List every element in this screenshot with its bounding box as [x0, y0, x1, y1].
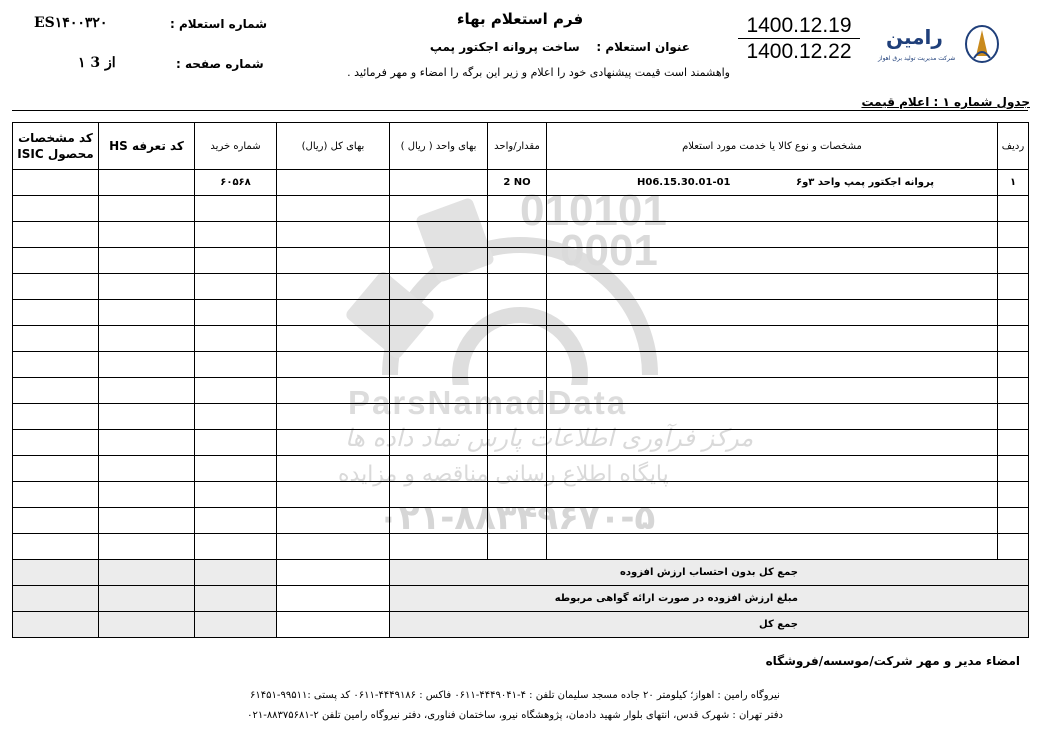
company-logo [876, 16, 1004, 74]
empty-cell [547, 352, 998, 378]
empty-cell[interactable] [390, 378, 488, 404]
empty-cell [998, 326, 1029, 352]
logo-emblem-icon [876, 16, 1004, 74]
empty-cell [488, 456, 547, 482]
empty-cell[interactable] [390, 352, 488, 378]
inquiry-number-value: ES۱۴۰۰۳۲۰ [34, 15, 108, 31]
item-isic-code[interactable] [13, 170, 99, 196]
empty-cell[interactable] [99, 300, 195, 326]
empty-table-row [13, 534, 1029, 560]
summary-value[interactable] [277, 586, 390, 612]
empty-cell [547, 326, 998, 352]
logo-name: رامین [886, 25, 943, 49]
signature-label: امضاء مدیر و مهر شرکت/موسسه/فروشگاه [765, 654, 1020, 668]
empty-cell[interactable] [390, 404, 488, 430]
summary-shaded-cell [195, 612, 277, 638]
empty-table-row [13, 300, 1029, 326]
empty-cell[interactable] [13, 456, 99, 482]
empty-cell[interactable] [99, 274, 195, 300]
empty-cell[interactable] [13, 248, 99, 274]
empty-cell [488, 404, 547, 430]
date-2: 1400.12.22 [746, 40, 852, 63]
empty-cell [488, 378, 547, 404]
empty-cell[interactable] [277, 508, 390, 534]
col-unit-price: بهای واحد ( ریال ) [390, 123, 488, 170]
empty-cell[interactable] [13, 300, 99, 326]
inquiry-subject [429, 40, 690, 54]
empty-cell[interactable] [277, 352, 390, 378]
empty-table-row [13, 482, 1029, 508]
empty-cell[interactable] [277, 378, 390, 404]
empty-cell [488, 508, 547, 534]
empty-cell[interactable] [390, 222, 488, 248]
empty-cell [547, 300, 998, 326]
watermark-line-2: پایگاه اطلاع رسانی مناقصه و مزایده [338, 462, 669, 487]
subject-label: عنوان استعلام : [596, 40, 690, 54]
empty-cell[interactable] [99, 482, 195, 508]
page-number-value: ۱ از 3 [78, 55, 116, 71]
empty-cell[interactable] [13, 326, 99, 352]
empty-cell[interactable] [277, 404, 390, 430]
empty-table-row [13, 430, 1029, 456]
col-isic-code: کد مشخصات محصول ISIC [13, 123, 99, 170]
request-text: واهشمند است قیمت پیشنهادی خود را اعلام و زیر این برگه را امضاء و مهر فرمائید . [347, 66, 730, 79]
empty-cell [547, 248, 998, 274]
empty-cell [488, 300, 547, 326]
empty-cell[interactable] [99, 352, 195, 378]
item-hs-code[interactable] [99, 170, 195, 196]
empty-cell[interactable] [195, 534, 277, 560]
empty-cell [488, 534, 547, 560]
summary-row [13, 612, 1029, 638]
empty-cell[interactable] [277, 248, 390, 274]
empty-table-row [13, 248, 1029, 274]
empty-cell[interactable] [390, 482, 488, 508]
logo-subtitle: شرکت مدیریت تولید برق اهواز [878, 55, 956, 62]
empty-cell[interactable] [390, 196, 488, 222]
empty-cell [547, 274, 998, 300]
empty-table-row [13, 196, 1029, 222]
watermark-digits: 010101 [520, 186, 667, 235]
summary-shaded-cell [195, 560, 277, 586]
empty-cell[interactable] [195, 196, 277, 222]
date-1: 1400.12.19 [738, 14, 860, 39]
address-line-2: دفتر تهران : شهرک قدس، انتهای بلوار شهید دادمان، پژوهشگاه نیرو، ساختمان فناوری، دفتر نیروگاه رامین تلفن ۲-۸۸۳۷۵۶۸۱-۰۲۱ [247, 710, 783, 721]
empty-table-row [13, 222, 1029, 248]
empty-cell[interactable] [13, 404, 99, 430]
empty-cell[interactable] [13, 482, 99, 508]
empty-cell[interactable] [277, 326, 390, 352]
empty-table-row [13, 326, 1029, 352]
empty-cell [488, 196, 547, 222]
divider [12, 110, 1028, 111]
empty-cell[interactable] [99, 508, 195, 534]
watermark-digits-2: 0001 [560, 226, 658, 275]
summary-shaded-cell [99, 612, 195, 638]
table-row [13, 170, 1029, 196]
item-description [547, 170, 998, 196]
empty-cell[interactable] [195, 404, 277, 430]
empty-table-row [13, 404, 1029, 430]
empty-cell[interactable] [277, 222, 390, 248]
empty-cell[interactable] [99, 196, 195, 222]
empty-cell[interactable] [390, 508, 488, 534]
empty-cell[interactable] [99, 456, 195, 482]
empty-cell [998, 508, 1029, 534]
empty-cell [998, 456, 1029, 482]
empty-cell[interactable] [99, 222, 195, 248]
empty-cell [488, 482, 547, 508]
empty-cell[interactable] [195, 430, 277, 456]
empty-cell[interactable] [99, 534, 195, 560]
empty-cell[interactable] [390, 534, 488, 560]
empty-cell [547, 196, 998, 222]
col-hs-code: کد تعرفه HS [99, 123, 195, 170]
summary-shaded-cell [13, 586, 99, 612]
empty-cell[interactable] [99, 404, 195, 430]
empty-cell[interactable] [195, 326, 277, 352]
empty-cell[interactable] [195, 378, 277, 404]
empty-cell [547, 378, 998, 404]
empty-cell [998, 196, 1029, 222]
form-title: فرم استعلام بهاء [456, 10, 584, 28]
empty-cell [488, 222, 547, 248]
watermark-phone: ۰۲۱-۸۸۳۴۹۶۷۰-۵ [378, 498, 656, 538]
inquiry-number-label: شماره استعلام : [170, 17, 267, 31]
empty-cell[interactable] [195, 248, 277, 274]
empty-cell [488, 352, 547, 378]
empty-cell[interactable] [277, 300, 390, 326]
empty-cell [547, 404, 998, 430]
item-purchase-no: ۶۰۵۶۸ [195, 170, 277, 196]
empty-cell [998, 534, 1029, 560]
empty-cell[interactable] [13, 430, 99, 456]
empty-cell[interactable] [277, 456, 390, 482]
empty-cell [488, 248, 547, 274]
empty-cell[interactable] [195, 222, 277, 248]
col-purchase-no: شماره خرید [195, 123, 277, 170]
item-quantity: 2 NO [488, 170, 547, 196]
empty-cell[interactable] [390, 300, 488, 326]
empty-cell[interactable] [277, 534, 390, 560]
item-total-price[interactable] [277, 170, 390, 196]
empty-cell[interactable] [277, 196, 390, 222]
empty-cell [998, 352, 1029, 378]
col-quantity: مقدار/واحد [488, 123, 547, 170]
empty-cell[interactable] [195, 482, 277, 508]
empty-cell [488, 326, 547, 352]
empty-cell [998, 378, 1029, 404]
empty-cell[interactable] [99, 248, 195, 274]
empty-cell[interactable] [277, 430, 390, 456]
empty-table-row [13, 378, 1029, 404]
item-code: H06.15.30.01-01 [637, 177, 731, 188]
table-header-row [13, 123, 1029, 170]
price-table [12, 122, 1029, 638]
empty-cell[interactable] [99, 430, 195, 456]
empty-cell [998, 404, 1029, 430]
watermark-brand: ParsNamadData [348, 384, 628, 421]
empty-cell[interactable] [195, 508, 277, 534]
summary-row [13, 586, 1029, 612]
empty-cell [547, 482, 998, 508]
empty-cell [547, 430, 998, 456]
summary-value[interactable] [277, 612, 390, 638]
summary-shaded-cell [195, 586, 277, 612]
empty-cell [998, 274, 1029, 300]
item-unit-price[interactable] [390, 170, 488, 196]
empty-cell [998, 300, 1029, 326]
row-no: ۱ [998, 170, 1029, 196]
summary-shaded-cell [13, 560, 99, 586]
empty-cell[interactable] [99, 378, 195, 404]
empty-cell [488, 274, 547, 300]
empty-cell [547, 222, 998, 248]
empty-cell[interactable] [195, 274, 277, 300]
summary-shaded-cell [13, 612, 99, 638]
empty-cell[interactable] [13, 508, 99, 534]
empty-cell [998, 222, 1029, 248]
empty-table-row [13, 352, 1029, 378]
empty-cell[interactable] [390, 248, 488, 274]
page-number-label: شماره صفحه : [176, 57, 264, 71]
empty-cell[interactable] [13, 378, 99, 404]
address-line-1: نیروگاه رامین : اهواز؛ کیلومتر ۲۰ جاده مسجد سلیمان تلفن : ۴-۴۴۴۹۰۴۱-۰۶۱۱ فاکس : ۴۴۴۹۱۸۶-۰۶۱۱ کد پستی :۹۹۵۱۱-۶۱۴۵۱ [250, 690, 780, 701]
empty-cell[interactable] [277, 274, 390, 300]
empty-cell [547, 508, 998, 534]
summary-label: مبلغ ارزش افزوده در صورت ارائه گواهی مربوطه [390, 586, 1029, 612]
empty-table-row [13, 508, 1029, 534]
summary-label: جمع کل بدون احتساب ارزش افزوده [390, 560, 1029, 586]
empty-cell [547, 456, 998, 482]
empty-cell[interactable] [390, 326, 488, 352]
col-row-no: ردیف [998, 123, 1029, 170]
empty-cell[interactable] [13, 196, 99, 222]
summary-label: جمع کل [390, 612, 1029, 638]
empty-cell[interactable] [277, 482, 390, 508]
empty-cell[interactable] [13, 352, 99, 378]
empty-cell [998, 430, 1029, 456]
col-description: مشخصات و نوع کالا یا خدمت مورد استعلام [547, 123, 998, 170]
watermark-line-1: مرکز فرآوری اطلاعات پارس نماد داده ها [345, 424, 754, 452]
empty-cell[interactable] [390, 274, 488, 300]
empty-cell[interactable] [195, 300, 277, 326]
section-title: جدول شماره ۱ : اعلام قیمت [861, 95, 1030, 109]
empty-cell[interactable] [99, 326, 195, 352]
empty-cell [547, 534, 998, 560]
empty-table-row [13, 274, 1029, 300]
summary-shaded-cell [99, 560, 195, 586]
summary-value[interactable] [277, 560, 390, 586]
empty-cell[interactable] [13, 222, 99, 248]
empty-cell[interactable] [13, 274, 99, 300]
col-total-price: بهای کل (ریال) [277, 123, 390, 170]
empty-cell[interactable] [195, 456, 277, 482]
empty-cell[interactable] [390, 430, 488, 456]
empty-cell [998, 248, 1029, 274]
item-name: پروانه اجکتور پمپ واحد ۳و۶ [795, 177, 934, 188]
empty-cell [488, 430, 547, 456]
empty-cell[interactable] [390, 456, 488, 482]
empty-cell[interactable] [13, 534, 99, 560]
summary-shaded-cell [99, 586, 195, 612]
subject-value: ساخت پروانه اجکتور پمپ [429, 40, 580, 54]
empty-table-row [13, 456, 1029, 482]
summary-row [13, 560, 1029, 586]
empty-cell[interactable] [195, 352, 277, 378]
empty-cell [998, 482, 1029, 508]
